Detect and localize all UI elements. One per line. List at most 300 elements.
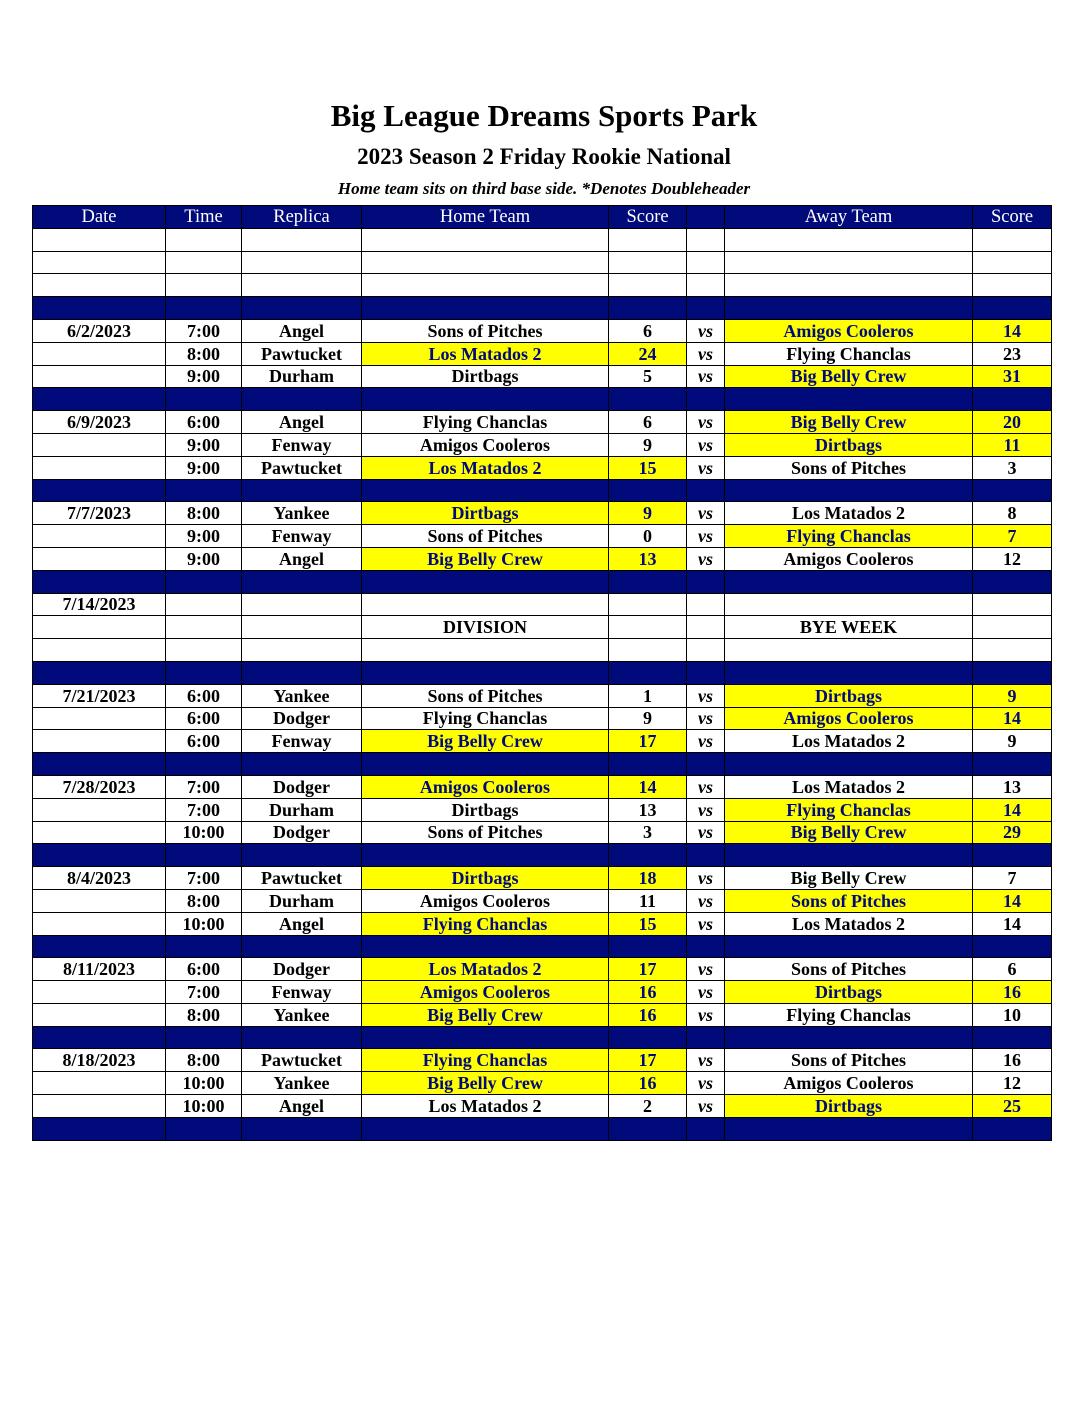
cell-home-team	[362, 251, 609, 274]
cell-replica	[242, 228, 362, 251]
cell-home-team	[362, 1117, 609, 1140]
cell-vs	[687, 844, 725, 867]
cell-date	[33, 1026, 166, 1049]
cell-vs: vs	[687, 411, 725, 434]
cell-replica: Yankee	[242, 1003, 362, 1026]
cell-away-team	[725, 479, 973, 502]
cell-replica	[242, 251, 362, 274]
col-header-vs	[687, 206, 725, 229]
cell-home-team: Amigos Cooleros	[362, 889, 609, 912]
cell-away-team: Flying Chanclas	[725, 798, 973, 821]
cell-home-team: Big Belly Crew	[362, 730, 609, 753]
blank-row	[33, 274, 1052, 297]
cell-date: 8/11/2023	[33, 958, 166, 981]
cell-away-score: 7	[973, 867, 1052, 890]
game-row	[33, 319, 1052, 342]
cell-time: 7:00	[166, 319, 242, 342]
cell-replica	[242, 661, 362, 684]
cell-home-score	[609, 1026, 687, 1049]
cell-away-score: 14	[973, 912, 1052, 935]
cell-vs: vs	[687, 456, 725, 479]
schedule-body	[33, 228, 1052, 1140]
cell-home-team	[362, 661, 609, 684]
cell-away-score	[973, 753, 1052, 776]
cell-vs: vs	[687, 525, 725, 548]
game-row	[33, 456, 1052, 479]
cell-away-score	[973, 844, 1052, 867]
cell-replica: Fenway	[242, 730, 362, 753]
game-row	[33, 730, 1052, 753]
cell-home-score	[609, 570, 687, 593]
cell-away-score: 14	[973, 319, 1052, 342]
cell-date	[33, 525, 166, 548]
cell-home-score: 3	[609, 821, 687, 844]
cell-away-score: 9	[973, 730, 1052, 753]
cell-home-score	[609, 593, 687, 616]
cell-away-score: 11	[973, 433, 1052, 456]
cell-away-team: Big Belly Crew	[725, 411, 973, 434]
blank-row	[33, 228, 1052, 251]
cell-replica	[242, 1117, 362, 1140]
cell-time	[166, 274, 242, 297]
cell-away-score: 12	[973, 547, 1052, 570]
cell-vs: vs	[687, 889, 725, 912]
cell-date	[33, 639, 166, 662]
cell-away-team: Dirtbags	[725, 684, 973, 707]
cell-home-team	[362, 935, 609, 958]
cell-vs: vs	[687, 684, 725, 707]
cell-replica	[242, 388, 362, 411]
cell-date	[33, 844, 166, 867]
cell-home-team	[362, 844, 609, 867]
cell-home-team: Sons of Pitches	[362, 525, 609, 548]
cell-replica	[242, 753, 362, 776]
game-row	[33, 593, 1052, 616]
cell-vs	[687, 753, 725, 776]
cell-home-team: Dirtbags	[362, 502, 609, 525]
cell-date	[33, 616, 166, 639]
cell-away-team: Los Matados 2	[725, 912, 973, 935]
cell-home-team	[362, 1026, 609, 1049]
cell-home-score	[609, 753, 687, 776]
cell-home-score: 9	[609, 433, 687, 456]
cell-home-team: DIVISION	[362, 616, 609, 639]
separator-row	[33, 1117, 1052, 1140]
cell-date	[33, 730, 166, 753]
game-row	[33, 1003, 1052, 1026]
cell-away-score: 16	[973, 1049, 1052, 1072]
cell-date	[33, 274, 166, 297]
cell-replica	[242, 616, 362, 639]
cell-away-team	[725, 935, 973, 958]
cell-time	[166, 388, 242, 411]
cell-vs	[687, 274, 725, 297]
cell-away-score	[973, 228, 1052, 251]
cell-replica: Fenway	[242, 433, 362, 456]
separator-row	[33, 935, 1052, 958]
game-row	[33, 798, 1052, 821]
col-header-time: Time	[166, 206, 242, 229]
cell-home-team	[362, 479, 609, 502]
cell-home-score	[609, 297, 687, 320]
cell-away-score: 6	[973, 958, 1052, 981]
cell-home-team: Dirtbags	[362, 365, 609, 388]
cell-vs: vs	[687, 707, 725, 730]
cell-replica: Pawtucket	[242, 867, 362, 890]
game-row	[33, 502, 1052, 525]
cell-away-team: Sons of Pitches	[725, 456, 973, 479]
cell-home-score: 24	[609, 342, 687, 365]
cell-vs: vs	[687, 547, 725, 570]
header-row	[33, 206, 1052, 229]
cell-time: 8:00	[166, 1003, 242, 1026]
cell-time: 6:00	[166, 958, 242, 981]
cell-vs: vs	[687, 981, 725, 1004]
cell-away-team	[725, 297, 973, 320]
cell-date	[33, 297, 166, 320]
cell-replica: Fenway	[242, 525, 362, 548]
col-header-home-score: Score	[609, 206, 687, 229]
cell-home-team	[362, 639, 609, 662]
cell-home-score: 1	[609, 684, 687, 707]
cell-home-score	[609, 388, 687, 411]
cell-vs: vs	[687, 798, 725, 821]
cell-time: 9:00	[166, 433, 242, 456]
cell-replica: Pawtucket	[242, 342, 362, 365]
game-row	[33, 342, 1052, 365]
game-row	[33, 547, 1052, 570]
cell-home-score: 17	[609, 1049, 687, 1072]
col-header-home-team: Home Team	[362, 206, 609, 229]
cell-home-score	[609, 935, 687, 958]
cell-away-score	[973, 639, 1052, 662]
separator-row	[33, 297, 1052, 320]
cell-away-team: Dirtbags	[725, 981, 973, 1004]
cell-away-team: Big Belly Crew	[725, 867, 973, 890]
cell-away-team: BYE WEEK	[725, 616, 973, 639]
cell-home-score: 2	[609, 1095, 687, 1118]
cell-away-score: 3	[973, 456, 1052, 479]
game-row	[33, 1072, 1052, 1095]
cell-replica	[242, 639, 362, 662]
cell-away-score: 12	[973, 1072, 1052, 1095]
cell-date	[33, 753, 166, 776]
cell-away-team	[725, 639, 973, 662]
cell-replica: Pawtucket	[242, 456, 362, 479]
cell-home-team: Dirtbags	[362, 867, 609, 890]
cell-home-score	[609, 1117, 687, 1140]
cell-time: 7:00	[166, 775, 242, 798]
cell-vs: vs	[687, 433, 725, 456]
cell-away-score: 16	[973, 981, 1052, 1004]
cell-replica	[242, 570, 362, 593]
cell-vs: vs	[687, 1095, 725, 1118]
cell-home-score: 13	[609, 798, 687, 821]
cell-replica	[242, 297, 362, 320]
cell-home-team: Flying Chanclas	[362, 912, 609, 935]
cell-away-team	[725, 661, 973, 684]
cell-time: 6:00	[166, 730, 242, 753]
cell-away-team	[725, 388, 973, 411]
cell-date	[33, 1095, 166, 1118]
cell-time	[166, 616, 242, 639]
cell-home-team: Big Belly Crew	[362, 1072, 609, 1095]
cell-date	[33, 798, 166, 821]
cell-replica	[242, 935, 362, 958]
game-row	[33, 684, 1052, 707]
cell-home-score: 5	[609, 365, 687, 388]
game-row	[33, 889, 1052, 912]
cell-home-team: Los Matados 2	[362, 342, 609, 365]
cell-time	[166, 935, 242, 958]
cell-vs	[687, 251, 725, 274]
blank-row	[33, 639, 1052, 662]
cell-home-team: Amigos Cooleros	[362, 981, 609, 1004]
cell-time: 7:00	[166, 798, 242, 821]
cell-away-score: 25	[973, 1095, 1052, 1118]
cell-replica	[242, 274, 362, 297]
cell-away-team: Sons of Pitches	[725, 1049, 973, 1072]
cell-home-team	[362, 228, 609, 251]
cell-vs: vs	[687, 319, 725, 342]
cell-time: 9:00	[166, 456, 242, 479]
cell-away-score	[973, 479, 1052, 502]
cell-time	[166, 251, 242, 274]
cell-vs	[687, 388, 725, 411]
cell-time: 7:00	[166, 867, 242, 890]
separator-row	[33, 661, 1052, 684]
cell-vs: vs	[687, 342, 725, 365]
cell-home-score: 18	[609, 867, 687, 890]
cell-time	[166, 228, 242, 251]
cell-replica: Dodger	[242, 821, 362, 844]
cell-date	[33, 821, 166, 844]
game-row	[33, 433, 1052, 456]
cell-replica: Yankee	[242, 684, 362, 707]
cell-home-team	[362, 297, 609, 320]
cell-time: 10:00	[166, 821, 242, 844]
cell-home-score: 0	[609, 525, 687, 548]
cell-vs	[687, 297, 725, 320]
cell-date	[33, 661, 166, 684]
cell-date: 6/2/2023	[33, 319, 166, 342]
cell-time: 6:00	[166, 707, 242, 730]
cell-date: 8/18/2023	[33, 1049, 166, 1072]
cell-vs	[687, 661, 725, 684]
cell-away-team	[725, 753, 973, 776]
cell-away-score: 14	[973, 707, 1052, 730]
cell-away-team: Amigos Cooleros	[725, 707, 973, 730]
cell-replica: Fenway	[242, 981, 362, 1004]
cell-home-score: 6	[609, 319, 687, 342]
col-header-away-team: Away Team	[725, 206, 973, 229]
cell-replica: Pawtucket	[242, 1049, 362, 1072]
cell-away-team: Flying Chanclas	[725, 525, 973, 548]
col-header-away-score: Score	[973, 206, 1052, 229]
game-row	[33, 958, 1052, 981]
cell-time	[166, 593, 242, 616]
cell-date	[33, 912, 166, 935]
cell-home-score: 16	[609, 981, 687, 1004]
cell-replica	[242, 844, 362, 867]
cell-away-team	[725, 844, 973, 867]
separator-row	[33, 388, 1052, 411]
game-row	[33, 912, 1052, 935]
game-row	[33, 981, 1052, 1004]
cell-home-team: Flying Chanclas	[362, 1049, 609, 1072]
cell-away-score: 23	[973, 342, 1052, 365]
cell-away-score	[973, 570, 1052, 593]
cell-away-score	[973, 1026, 1052, 1049]
col-header-replica: Replica	[242, 206, 362, 229]
cell-away-team: Sons of Pitches	[725, 958, 973, 981]
cell-vs	[687, 570, 725, 593]
cell-away-team: Dirtbags	[725, 433, 973, 456]
cell-home-score: 6	[609, 411, 687, 434]
cell-away-score	[973, 388, 1052, 411]
cell-replica: Angel	[242, 319, 362, 342]
cell-away-score	[973, 274, 1052, 297]
cell-time: 8:00	[166, 1049, 242, 1072]
cell-home-score: 9	[609, 502, 687, 525]
cell-time	[166, 844, 242, 867]
cell-date	[33, 1117, 166, 1140]
cell-date	[33, 479, 166, 502]
cell-vs: vs	[687, 502, 725, 525]
cell-away-score: 7	[973, 525, 1052, 548]
cell-vs: vs	[687, 912, 725, 935]
cell-home-team	[362, 388, 609, 411]
separator-row	[33, 1026, 1052, 1049]
cell-away-score: 13	[973, 775, 1052, 798]
cell-away-team: Los Matados 2	[725, 502, 973, 525]
cell-replica	[242, 479, 362, 502]
game-row	[33, 365, 1052, 388]
cell-home-score: 17	[609, 730, 687, 753]
cell-away-score	[973, 935, 1052, 958]
cell-replica: Durham	[242, 889, 362, 912]
cell-replica	[242, 593, 362, 616]
game-row	[33, 1049, 1052, 1072]
cell-away-team	[725, 1026, 973, 1049]
cell-away-score: 8	[973, 502, 1052, 525]
cell-away-team: Big Belly Crew	[725, 365, 973, 388]
schedule-table	[32, 205, 1052, 1141]
cell-date: 7/7/2023	[33, 502, 166, 525]
cell-home-team: Big Belly Crew	[362, 1003, 609, 1026]
game-row	[33, 867, 1052, 890]
cell-away-team	[725, 570, 973, 593]
cell-home-team: Los Matados 2	[362, 958, 609, 981]
cell-date	[33, 570, 166, 593]
cell-home-team: Amigos Cooleros	[362, 433, 609, 456]
cell-time	[166, 639, 242, 662]
cell-away-team	[725, 251, 973, 274]
cell-home-team: Sons of Pitches	[362, 821, 609, 844]
cell-away-score: 29	[973, 821, 1052, 844]
col-header-date: Date	[33, 206, 166, 229]
cell-date	[33, 342, 166, 365]
cell-away-score: 14	[973, 798, 1052, 821]
game-row	[33, 707, 1052, 730]
cell-vs	[687, 616, 725, 639]
separator-row	[33, 570, 1052, 593]
cell-replica: Durham	[242, 365, 362, 388]
cell-replica: Yankee	[242, 502, 362, 525]
cell-date	[33, 388, 166, 411]
cell-time	[166, 1117, 242, 1140]
cell-home-score	[609, 639, 687, 662]
cell-away-score	[973, 616, 1052, 639]
cell-away-score: 9	[973, 684, 1052, 707]
cell-date	[33, 433, 166, 456]
cell-vs: vs	[687, 1003, 725, 1026]
cell-date: 8/4/2023	[33, 867, 166, 890]
cell-date	[33, 981, 166, 1004]
cell-date	[33, 365, 166, 388]
cell-home-team	[362, 593, 609, 616]
cell-home-team: Flying Chanclas	[362, 707, 609, 730]
cell-home-team: Big Belly Crew	[362, 547, 609, 570]
cell-home-score: 17	[609, 958, 687, 981]
cell-home-team: Dirtbags	[362, 798, 609, 821]
separator-row	[33, 753, 1052, 776]
cell-away-team: Los Matados 2	[725, 775, 973, 798]
cell-time	[166, 570, 242, 593]
cell-home-score: 11	[609, 889, 687, 912]
cell-home-score: 16	[609, 1003, 687, 1026]
cell-home-score	[609, 661, 687, 684]
cell-replica: Yankee	[242, 1072, 362, 1095]
game-row	[33, 616, 1052, 639]
cell-time: 6:00	[166, 684, 242, 707]
cell-away-score	[973, 1117, 1052, 1140]
cell-time	[166, 297, 242, 320]
cell-date	[33, 228, 166, 251]
cell-away-team	[725, 1117, 973, 1140]
cell-time: 10:00	[166, 1072, 242, 1095]
cell-time	[166, 753, 242, 776]
cell-replica: Angel	[242, 912, 362, 935]
cell-date	[33, 1072, 166, 1095]
cell-date: 7/14/2023	[33, 593, 166, 616]
cell-time	[166, 479, 242, 502]
game-row	[33, 411, 1052, 434]
cell-home-score: 9	[609, 707, 687, 730]
cell-away-score: 20	[973, 411, 1052, 434]
cell-home-team: Los Matados 2	[362, 1095, 609, 1118]
cell-home-team	[362, 753, 609, 776]
cell-time: 9:00	[166, 547, 242, 570]
cell-home-team: Los Matados 2	[362, 456, 609, 479]
cell-vs	[687, 479, 725, 502]
cell-time: 8:00	[166, 342, 242, 365]
cell-away-team: Amigos Cooleros	[725, 547, 973, 570]
game-row	[33, 775, 1052, 798]
cell-vs	[687, 1117, 725, 1140]
separator-row	[33, 479, 1052, 502]
cell-vs: vs	[687, 958, 725, 981]
cell-away-score	[973, 297, 1052, 320]
cell-home-score: 14	[609, 775, 687, 798]
cell-vs: vs	[687, 365, 725, 388]
cell-home-score: 16	[609, 1072, 687, 1095]
cell-vs	[687, 228, 725, 251]
cell-home-team	[362, 274, 609, 297]
separator-row	[33, 844, 1052, 867]
cell-replica	[242, 1026, 362, 1049]
cell-date	[33, 889, 166, 912]
